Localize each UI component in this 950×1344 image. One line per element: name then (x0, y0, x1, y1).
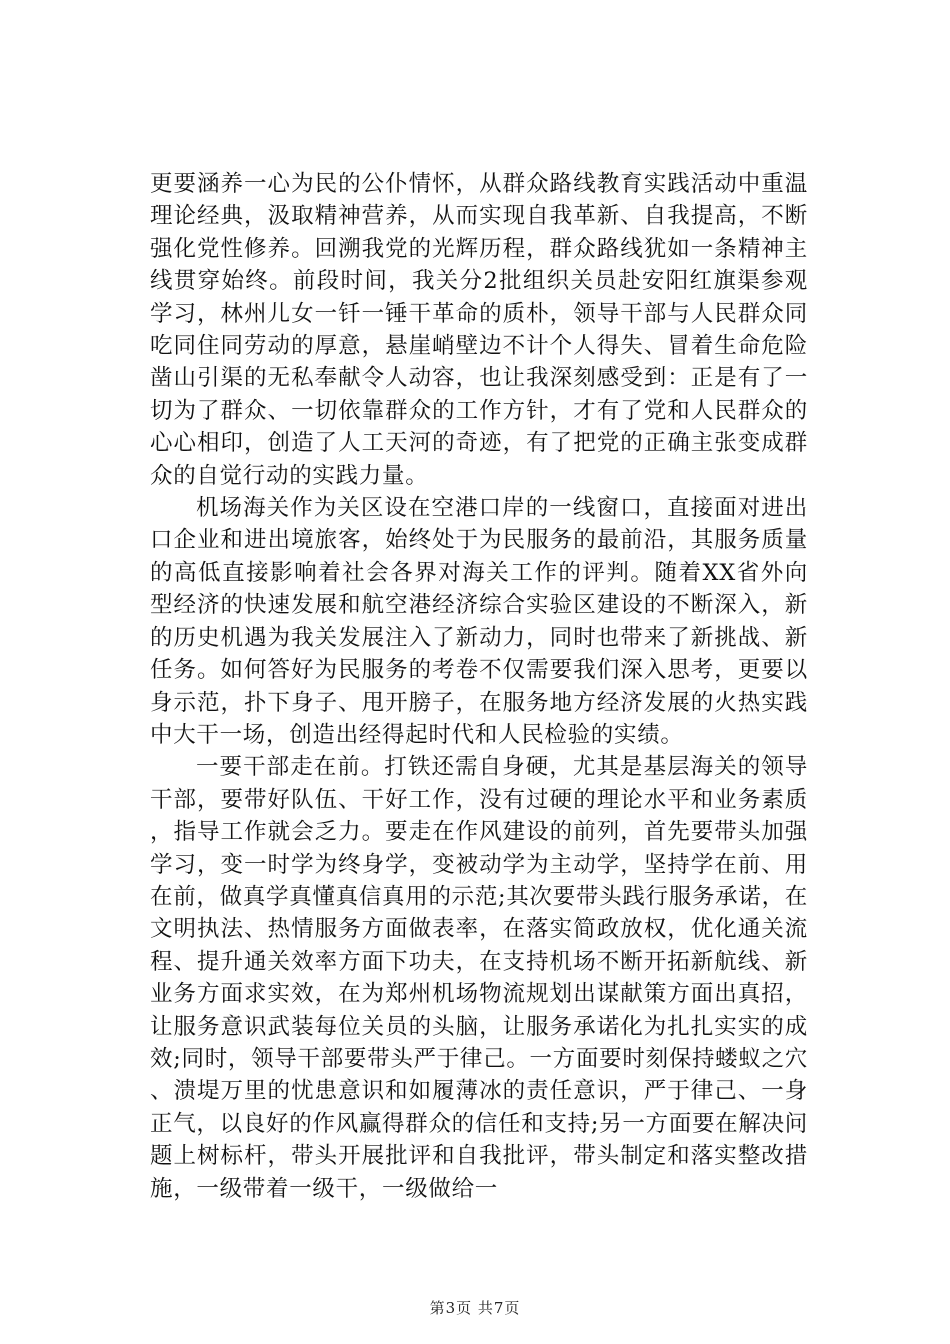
paragraph-2: 机场海关作为关区设在空港口岸的一线窗口，直接面对进出口企业和进出境旅客，始终处于为民服务的最前沿，其服务质量的高低直接影响着社会各界对海关工作的评判。随着XX省外向型经济的快速发展和航空港经济综合实验区建设的不断深入，新的历史机遇为我关发展注入了新动力，同时也带来了新挑战、新任务。如何答好为民服务的考卷不仅需要我们深入思考，更要以身示范，扑下身子、甩开膀子，在服务地方经济发展的火热实践中大干一场，创造出经得起时代和人民检验的实绩。 (150, 495, 808, 748)
paragraph-1: 更要涵养一心为民的公仆情怀，从群众路线教育实践活动中重温理论经典，汲取精神营养，从而实现自我革新、自我提高，不断强化党性修养。回溯我党的光辉历程，群众路线犹如一条精神主线贯穿始终。前段时间，我关分2批组织关员赴安阳红旗渠参观学习，林州儿女一钎一锤干革命的质朴，领导干部与人民群众同吃同住同劳动的厚意，悬崖峭壁边不计个人得失、冒着生命危险凿山引渠的无私奉献令人动容，也让我深刻感受到：正是有了一切为了群众、一切依靠群众的工作方针，才有了党和人民群众的心心相印，创造了人工天河的奇迹，有了把党的正确主张变成群众的自觉行动的实践力量。 (150, 171, 808, 489)
page-footer: 第3页 共7页 (429, 1299, 521, 1317)
document-body (150, 168, 808, 1205)
paragraph-3: 一要干部走在前。打铁还需自身硬，尤其是基层海关的领导干部，要带好队伍、干好工作，没有过硬的理论水平和业务素质，指导工作就会乏力。要走在作风建设的前列，首先要带头加强学习，变一时学为终身学，变被动学为主动学，坚持学在前、用在前，做真学真懂真信真用的示范;其次要带头践行服务承诺，在文明执法、热情服务方面做表率，在落实简政放权，优化通关流程、提升通关效率方面下功夫，在支持机场不断开拓新航线、新业务方面求实效，在为郑州机场物流规划出谋献策方面出真招，让服务意识武装每位关员的头脑，让服务承诺化为扎扎实实的成效;同时，领导干部要带头严于律己。一方面要时刻保持蝼蚁之穴、溃堤万里的忧患意识和如履薄冰的责任意识，严于律己、一身正气，以良好的作风赢得群众的信任和支持;另一方面要在解决问题上树标杆，带头开展批评和自我批评，带头制定和落实整改措施，一级带着一级干，一级做给一 (150, 754, 808, 1202)
